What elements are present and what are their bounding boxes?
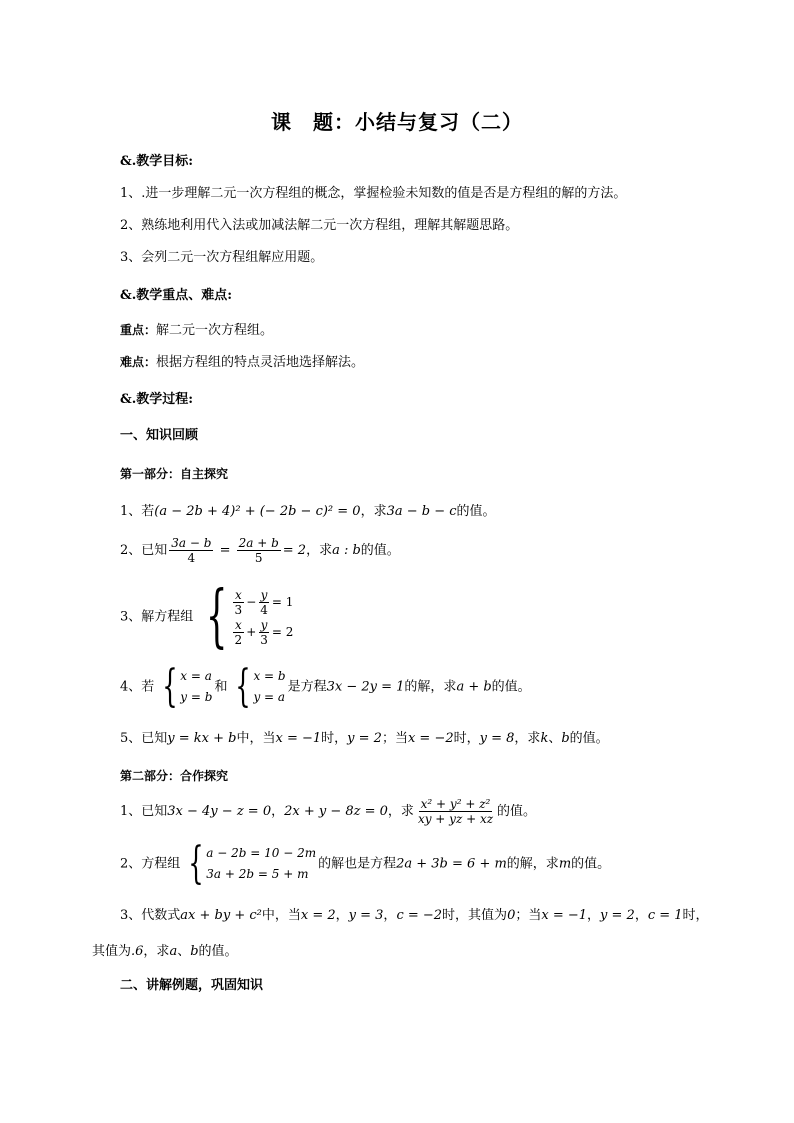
p2q3-value: .6 [131,944,144,959]
objective-item: 2、熟练地利用代入法或加减法解二元一次方程组，理解其解题思路。 [120,218,519,233]
keypoints-heading: &.教学重点、难点: [120,288,233,303]
q3-r1-den2: 4 [260,602,268,617]
key-label: 重点： [120,323,157,337]
q5-text: ，求 [514,731,541,746]
q3-r2-num2: y [260,617,268,632]
part-heading: 第二部分：合作探究 [120,769,229,783]
p2q2-row-1: a − 2b = 10 − 2m [206,846,317,860]
key-point [120,322,273,339]
p2q3-b: b [190,944,199,959]
p2q2-row-2: 3a + 2b = 5 + m [206,867,309,881]
p2q1-separator: ， [271,804,285,819]
hard-label: 难点： [120,355,157,369]
p2q3-text: ；当 [515,908,542,923]
p2q1-numerator: x² + y² + z² [420,797,491,811]
q2-numerator-1: 3a − b [171,536,212,550]
q3-r2-den2: 3 [260,632,268,647]
question-5 [120,731,609,747]
part-heading: 第一部分：自主探究 [120,467,229,481]
objectives-heading: &.教学目标: [120,154,194,169]
p2q3-condition: c = 1 [647,908,683,923]
p2q3-a: a [169,944,178,959]
q2-target: a : b [332,543,361,558]
q2-denominator-2: 5 [254,551,263,565]
question-1 [120,504,496,520]
q3-prefix: 3、解方程组 [120,609,194,625]
p2q3-expression: ax + by + c² [180,908,262,923]
p2q1-equation-1: 3x − 4y − z = 0 [167,804,272,819]
question-2: 2、已知 $\frac{3a - b}{4}$ = $\frac{2a + b}{5}$ = 2，求a : b的值。 [120,536,400,565]
q2-suffix: 的值。 [360,543,400,558]
q3-r1-num2: y [260,587,268,602]
q4-target: a + b [456,679,492,695]
q5-equation: y = kx + b [167,731,237,746]
q3-r2-num1: x [234,617,242,632]
q5-suffix: 的值。 [569,731,609,746]
brace-icon: { [206,577,228,656]
q1-expression: (a − 2b + 4)² + (− 2b − c)² = 0 [154,504,361,519]
brace-icon: { [235,661,252,712]
q5-text: ；当 [381,731,408,746]
q3-r2-rhs: = 2 [271,625,294,639]
q1-text: ，求 [360,504,387,519]
objective-item: 1、.进一步理解二元一次方程组的概念，掌握检验未知数的值是否是方程组的解的方法。 [120,186,627,201]
q5-b: b [561,731,570,746]
question-4 [120,661,531,712]
part2-question-3-continued [92,944,238,960]
q3-r1-rhs: = 1 [271,595,294,609]
p2q1-fraction [416,797,495,826]
q3-r1-num1: x [234,587,242,602]
p2q3-text: 中，当 [261,908,301,923]
q4-s2-row-1: x = b [253,669,286,683]
process-heading: &.教学过程: [120,392,194,407]
q1-suffix: 的值。 [456,504,496,519]
q5-condition: x = −2 [407,731,454,746]
p2q3-separator: ， [383,908,397,923]
p2q2-system [182,838,317,889]
p2q1-denominator: xy + yz + xz [417,812,494,826]
q2-fraction-2 [237,536,281,565]
page-title: 课 题：小结与复习（二） [271,110,523,134]
section-heading: 一、知识回顾 [120,428,199,443]
p2q2-text-2: 的解，求 [506,856,559,872]
q2-equals: = 2 [282,543,307,558]
q5-prefix: 5、已知 [120,731,168,746]
p2q3-text: 其值为 [92,944,132,959]
q5-text: 、 [548,731,562,746]
p2q3-separator: ， [335,908,349,923]
q5-condition: y = 2 [347,731,382,746]
q4-text-2: 的解，求 [404,679,457,695]
p2q1-equation-2: 2x + y − 8z = 0 [284,804,388,819]
q5-condition: y = 8 [479,731,515,746]
q4-suffix: 的值。 [491,679,531,695]
p2q2-equation: 2a + 3b = 6 + m [396,856,507,872]
q5-text: 时， [453,731,480,746]
q4-s1-row-1: x = a [180,669,212,683]
p2q3-prefix: 3、代数式 [120,908,181,923]
q5-condition: x = −1 [275,731,322,746]
q4-system-2 [229,661,286,712]
p2q2-suffix: 的值。 [571,856,611,872]
q3-r1-den1: 3 [234,602,243,617]
hard-text: 根据方程组的特点灵活地选择解法。 [156,355,365,370]
q2-text: ，求 [306,543,333,558]
q3-r1-operator: − [246,595,257,609]
q1-target: 3a − b − c [386,504,457,519]
p2q3-condition: y = 2 [600,908,635,923]
q5-text: 中，当 [236,731,276,746]
p2q1-prefix: 1、已知 [120,804,168,819]
p2q3-value: 0 [507,908,516,923]
p2q2-text: 的解也是方程 [318,856,397,872]
brace-icon: { [188,838,204,889]
q5-text: 时， [321,731,348,746]
q4-s1-row-2: y = b [180,690,213,704]
q4-s2-row-2: y = a [253,690,286,704]
p2q3-separator: 、 [177,944,191,959]
part2-question-3 [120,908,709,924]
p2q2-m: m [558,856,572,872]
q3-system [195,577,294,656]
question-3 [120,577,295,656]
q2-denominator-1: 4 [187,551,196,565]
q2-numerator-2: 2a + b [238,536,279,550]
q4-and: 和 [214,679,228,695]
objective-item: 3、会列二元一次方程组解应用题。 [120,250,324,265]
p2q3-text: 时，其值为 [442,908,508,923]
p2q3-condition: c = −2 [396,908,443,923]
q4-text: 是方程 [287,679,327,695]
q5-k: k [540,731,549,746]
q4-system-1 [156,661,213,712]
p2q3-condition: y = 3 [348,908,384,923]
p2q3-condition: x = 2 [300,908,336,923]
p2q3-text: ，求 [143,944,170,959]
p2q2-prefix: 2、方程组 [120,856,181,872]
p2q3-separator: ， [634,908,648,923]
q2-fraction-1 [169,536,213,565]
q3-r2-operator: + [246,625,257,639]
hard-point [120,354,364,371]
q1-prefix: 1、若 [120,504,155,519]
p2q1-suffix: 的值。 [497,804,537,819]
part2-question-2 [120,838,611,889]
key-text: 解二元一次方程组。 [156,323,274,338]
brace-icon: { [162,661,178,712]
q3-r2-den1: 2 [234,632,243,647]
p2q1-text: ，求 [387,804,414,819]
p2q3-separator: ， [587,908,601,923]
p2q3-text: 时， [682,908,709,923]
q4-prefix: 4、若 [120,679,155,695]
q4-equation: 3x − 2y = 1 [326,679,405,695]
q3-row-1 [231,587,294,617]
section-heading: 二、讲解例题，巩固知识 [120,978,264,993]
p2q3-condition: x = −1 [541,908,588,923]
part2-question-1 [120,795,536,829]
q2-prefix: 2、已知 [120,543,168,558]
p2q3-suffix: 的值。 [198,944,238,959]
q3-row-2 [231,617,294,647]
